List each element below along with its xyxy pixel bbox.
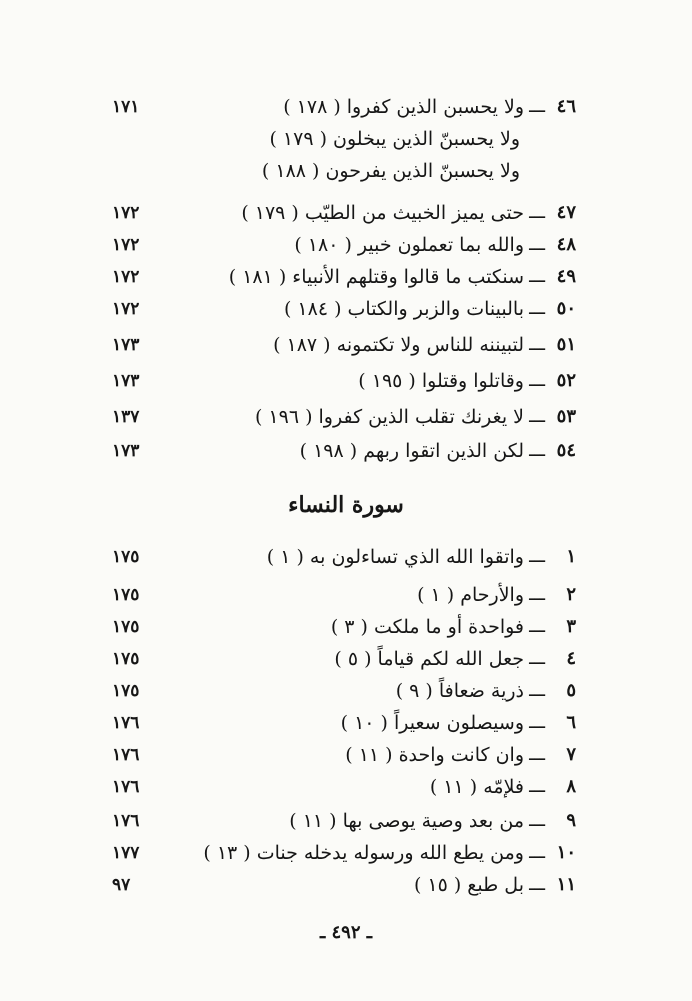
entry-text: بل طبع ( ١٥ )	[413, 874, 524, 896]
entry-text: من بعد وصية يوصى بها ( ١١ )	[289, 810, 524, 832]
entry-text: بالبينات والزبر والكتاب ( ١٨٤ )	[283, 298, 524, 320]
entry-dash: ـــ	[529, 266, 545, 287]
entry-dash: ـــ	[529, 874, 545, 895]
entry-dash: ـــ	[529, 712, 545, 733]
entry-dash: ـــ	[529, 334, 545, 355]
index-entry	[0, 580, 692, 610]
entry-number: ١١	[556, 874, 576, 895]
entry-number: ٦	[566, 712, 576, 733]
index-entry	[0, 542, 692, 572]
entry-text: لا يغرنك تقلب الذين كفروا ( ١٩٦ )	[254, 406, 524, 428]
entry-page: ١٧٥	[112, 681, 140, 701]
entry-number: ٤٨	[556, 234, 576, 255]
entry-dash: ـــ	[529, 744, 545, 765]
section-title-text: سورة النساء	[288, 492, 404, 518]
index-entry	[0, 676, 692, 706]
entry-dash: ـــ	[529, 440, 545, 461]
entry-text: فلإمّه ( ١١ )	[429, 776, 524, 798]
entry-dash: ـــ	[529, 648, 545, 669]
entry-page: ١٧٦	[112, 811, 140, 831]
page-footer-number	[0, 918, 692, 948]
index-entry	[0, 644, 692, 674]
entry-dash: ـــ	[529, 680, 545, 701]
entry-page: ١٧٣	[112, 371, 140, 391]
entry-text: فواحدة أو ما ملكت ( ٣ )	[330, 616, 524, 638]
entry-number: ٥٤	[556, 440, 576, 461]
entry-text: سنكتب ما قالوا وقتلهم الأنبياء ( ١٨١ )	[228, 266, 524, 288]
entry-number: ٣	[566, 616, 576, 637]
entry-page: ١٧٢	[112, 203, 140, 223]
footer-text: ـ ٤٩٢ ـ	[319, 922, 373, 943]
entry-page: ١٧٥	[112, 547, 140, 567]
entry-number: ٥	[566, 680, 576, 701]
entry-page: ١٧٢	[112, 299, 140, 319]
entry-number: ٥٠	[556, 298, 576, 319]
index-entry	[0, 838, 692, 868]
index-entry	[0, 294, 692, 324]
index-entry	[0, 740, 692, 770]
section-title	[0, 490, 692, 520]
entry-dash: ـــ	[529, 616, 545, 637]
entry-number: ٩	[566, 810, 576, 831]
index-entry	[0, 436, 692, 466]
entry-dash: ـــ	[529, 842, 545, 863]
entry-text: واتقوا الله الذي تساءلون به ( ١ )	[266, 546, 524, 568]
entry-number: ٥٣	[556, 406, 576, 427]
entry-page: ١٧٦	[112, 777, 140, 797]
index-entry	[0, 92, 692, 122]
index-entry	[0, 402, 692, 432]
entry-dash: ـــ	[529, 406, 545, 427]
entry-text: حتى يميز الخبيث من الطيّب ( ١٧٩ )	[241, 202, 524, 224]
entry-text: وسيصلون سعيراً ( ١٠ )	[340, 712, 524, 734]
entry-number: ١٠	[556, 842, 576, 863]
index-entry	[0, 870, 692, 900]
index-entry	[0, 772, 692, 802]
index-entry	[0, 230, 692, 260]
entry-number: ٥٢	[556, 370, 576, 391]
entry-page: ١٧٢	[112, 235, 140, 255]
entry-text: وان كانت واحدة ( ١١ )	[345, 744, 524, 766]
entry-page: ١٧٦	[112, 713, 140, 733]
entry-dash: ـــ	[529, 202, 545, 223]
entry-dash: ـــ	[529, 776, 545, 797]
entry-dash: ـــ	[529, 298, 545, 319]
entry-page: ١٧١	[112, 97, 140, 117]
entry-page: ١٧٢	[112, 267, 140, 287]
entry-page: ١٧٣	[112, 441, 140, 461]
entry-text: والله بما تعملون خبير ( ١٨٠ )	[294, 234, 524, 256]
entry-text: جعل الله لكم قياماً ( ٥ )	[334, 648, 524, 670]
entry-dash: ـــ	[529, 584, 545, 605]
entry-number: ٤٧	[556, 202, 576, 223]
index-entry-continuation	[0, 156, 692, 186]
entry-page: ١٧٥	[112, 617, 140, 637]
entry-page: ٩٧	[112, 875, 131, 895]
entry-page: ١٧٣	[112, 335, 140, 355]
entry-text: لتبيننه للناس ولا تكتمونه ( ١٨٧ )	[273, 334, 524, 356]
index-entry	[0, 198, 692, 228]
index-entry	[0, 806, 692, 836]
index-entry	[0, 708, 692, 738]
entry-text: وقاتلوا وقتلوا ( ١٩٥ )	[358, 370, 524, 392]
entry-text: ذرية ضعافاً ( ٩ )	[395, 680, 524, 702]
entry-text: والأرحام ( ١ )	[417, 584, 524, 606]
entry-number: ٤٩	[556, 266, 576, 287]
entry-text: ولا يحسبنّ الذين يفرحون ( ١٨٨ )	[261, 160, 520, 182]
index-entry-continuation	[0, 124, 692, 154]
entry-number: ٢	[566, 584, 576, 605]
entry-dash: ـــ	[529, 96, 545, 117]
entry-text: لكن الذين اتقوا ربهم ( ١٩٨ )	[299, 440, 524, 462]
index-entry	[0, 612, 692, 642]
entry-number: ٤٦	[556, 96, 576, 117]
entry-text: ولا يحسبن الذين كفروا ( ١٧٨ )	[283, 96, 524, 118]
entry-number: ١	[566, 546, 576, 567]
entry-number: ٥١	[556, 334, 576, 355]
entry-dash: ـــ	[529, 810, 545, 831]
entry-text: ومن يطع الله ورسوله يدخله جنات ( ١٣ )	[203, 842, 524, 864]
index-entry	[0, 262, 692, 292]
entry-number: ٧	[566, 744, 576, 765]
entry-page: ١٧٦	[112, 745, 140, 765]
entry-page: ١٧٧	[112, 843, 140, 863]
entry-page: ١٣٧	[112, 407, 140, 427]
entry-text: ولا يحسبنّ الذين يبخلون ( ١٧٩ )	[269, 128, 520, 150]
entry-dash: ـــ	[529, 234, 545, 255]
entry-dash: ـــ	[529, 546, 545, 567]
entry-page: ١٧٥	[112, 649, 140, 669]
index-entry	[0, 330, 692, 360]
entry-number: ٤	[566, 648, 576, 669]
index-entry	[0, 366, 692, 396]
entry-number: ٨	[566, 776, 576, 797]
entry-dash: ـــ	[529, 370, 545, 391]
entry-page: ١٧٥	[112, 585, 140, 605]
